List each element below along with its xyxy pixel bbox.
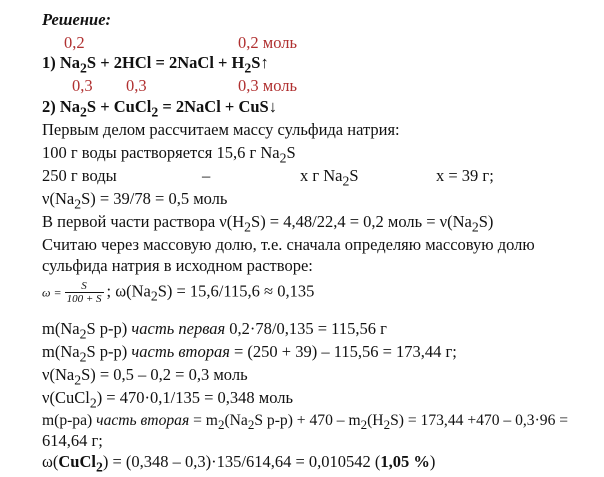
- text-line-1: Первым делом рассчитаем массу сульфида натрия:: [42, 120, 400, 139]
- text-line-10: $m(Na_2S$ р-р) часть вторая = (250 + 39) – 115,56 = 173,44 г;: [42, 342, 457, 365]
- reaction-2: 2) $Na_2S$ + CuCl$_2$ = 2NaCl + CuS↓: [42, 97, 277, 120]
- coefficient-h2s-r1: 0,2 моль: [238, 33, 297, 52]
- text-line-13: m(р-ра) часть вторая = $m_2(Na_2S$ $р-р) + 470 - m_2(H_2S) = 173,44 +470 - 0,3\cdot 96$ =: [42, 412, 569, 433]
- mass-fraction-formula: ω = $\frac{S}{100 + S}$ ; $\omega(Na_2S) = 15,6/115,6 \approx 0,135$: [42, 280, 315, 305]
- text-line-2: 100 г воды растворяется 15,6 г $Na_2S$: [42, 143, 296, 166]
- text-line-11: $\nu(Na_2S) = 0,5 - 0,2 = 0,3$ моль: [42, 365, 248, 388]
- text-line-14: 614,64 г;: [42, 431, 103, 450]
- text-line-9: $m(Na_2S$ р-р) часть первая 0,2·78/0,135 = 115,56 г: [42, 319, 387, 342]
- solution-heading: Решение:: [42, 10, 112, 29]
- formula-fraction: $\frac{S}{100 + S}$: [66, 280, 102, 305]
- text-line-4: $\nu(Na_2S) = 39/78 = 0,5$ моль: [42, 189, 228, 212]
- coefficient-cus-r2: 0,3 моль: [238, 76, 297, 95]
- formula-omega: ω =: [42, 285, 62, 300]
- text-line-12: ν(CuCl$_2$) = 470·0,1/135 = 0,348 моль: [42, 388, 293, 411]
- text-line-3-x: х г $Na_2S$: [300, 166, 359, 189]
- text-line-3-result: х = 39 г;: [436, 166, 494, 185]
- text-line-15-result: ω(CuCl$_2$) = (0,348 – 0,3)·135/614,64 = 0,010542 (1,05 %): [42, 452, 436, 475]
- text-line-7: сульфида натрия в исходном растворе:: [42, 256, 313, 275]
- coefficient-cucl2-r2: 0,3: [126, 76, 147, 95]
- text-line-5: В первой части раствора $\nu(H_2S) = 4,48/22,4 = 0,2$ моль = $\nu(Na_2S)$: [42, 212, 494, 235]
- reaction-1: 1) $Na_2S + 2HCl$ = 2NaCl + $H_2S↑$: [42, 53, 269, 76]
- text-line-3-water: 250 г воды: [42, 166, 117, 185]
- coefficient-na2s-r2: 0,3: [72, 76, 93, 95]
- text-line-6: Считаю через массовую долю, т.е. сначала определяю массовую долю: [42, 235, 535, 254]
- text-line-3-dash: –: [202, 166, 211, 185]
- coefficient-na2s-r1: 0,2: [64, 33, 85, 52]
